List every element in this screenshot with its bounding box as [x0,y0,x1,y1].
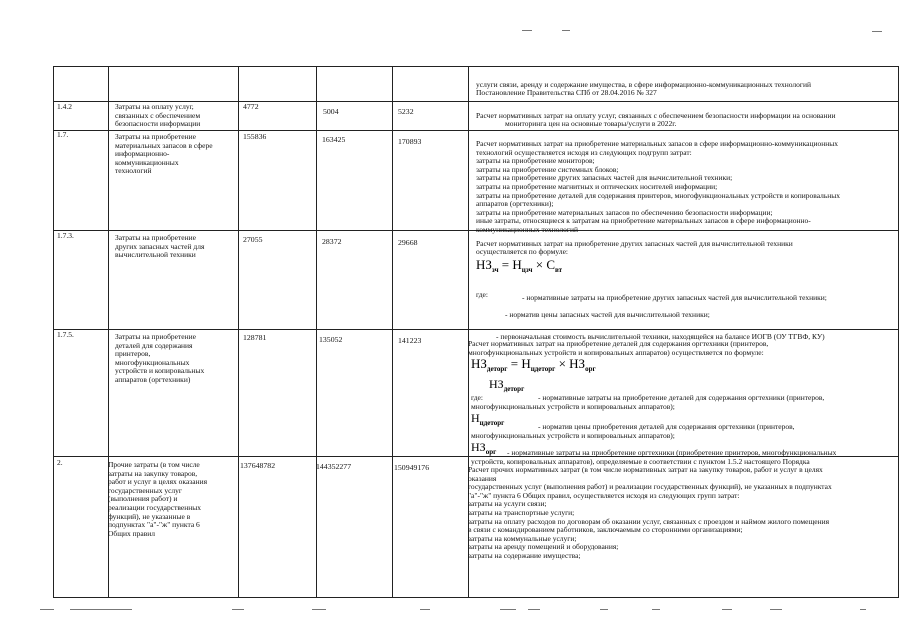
amount-year-3: 29668 [398,239,418,247]
calc-text: Расчет прочих нормативных затрат (в том числе нормативных затрат на закупку товаров, работ и услуг в целях оказания государственных услуг (выполнения работ) и реализации государственных функций), не указанных в подпунктах "а"-"ж" пункта 6 Общих правил, осуществляется исходя из следующих групп затрат: затраты на услуги связи; затраты на транспортные услуги; затраты на оплату расходов по договорам об оказании услуг, связанных с проездом и наймом жилого помещения в связи с командированием работников, заключаемым со сторонними организациями; затраты на коммунальные услуги; затраты на аренду помещений и оборудования; затраты на содержание имущества; [468,466,832,560]
expense-name: Затраты на приобретение материальных запасов в сфере информационно- коммуникационных технологий [115,133,213,176]
scan-artifact [652,609,660,610]
amount-year-1: 128781 [243,334,267,342]
amount-year-1: 155836 [243,133,267,141]
amount-year-2: 5004 [323,108,339,116]
row-divider [53,130,899,131]
scan-artifact [872,31,882,32]
definition: многофункциональных устройств и копировальных аппаратов); [471,403,675,411]
col-divider [392,66,393,598]
calc-line: Расчет нормативных затрат на оплату услуг, связанных с обеспечением безопасности информации на основании [476,112,836,120]
scan-artifact [860,609,866,610]
row-number: 1.7. [57,131,69,139]
expense-name: Затраты на оплату услуг, связанных с обеспечением безопасности информации [115,103,201,129]
calc-text: Расчет нормативных затрат на приобретение материальных запасов в сфере информационно-коммуникационных технологий осуществляется исходя из следующих подгрупп затрат: затраты на приобретение мониторов; затраты на приобретение системных блоков; затраты на приобретение других запасных частей для вычислительной техники; затраты на приобретение магнитных и оптических носителей информации; затраты на приобретение деталей для содержания принтеров, многофункциональных устройств и копировальных аппаратов (оргтехники); затраты на приобретение материальных запасов по обеспечению безопасности информации; иные затраты, относящиеся к затратам на приобретение материальных запасов в сфере информационно- коммуникационных технологий [476,140,841,234]
col-divider [238,66,239,598]
table-border-bottom [53,597,899,598]
formula: $НЗ_{зч} = Н_{цзч} \times С_{вт}$ [476,257,563,274]
expense-name: Затраты на приобретение деталей для содержания принтеров, многофункциональных устройств и копировальных аппаратов (оргтехники) [115,333,205,384]
definition: многофункциональных устройств и копировальных аппаратов); [471,432,675,440]
where-label: где: [476,291,488,299]
amount-year-2: 163425 [322,136,346,144]
definition: - первоначальная стоимость вычислительной техники, находящейся на балансе ИОГВ (ОУ ТГВФ, КУ) [496,333,825,341]
row-divider [53,329,899,330]
calc-line: Постановление Правительства СПб от 28.04.2016 № 327 [476,89,657,97]
calc-line: Расчет нормативных затрат на приобретение деталей для содержания оргтехники (принтеров, [468,340,769,348]
amount-year-2: 144352277 [316,463,352,471]
scan-artifact [562,30,570,31]
calc-line: мониторинга цен на основные товары/услуги в 2022г. [505,120,677,128]
scan-artifact [420,609,430,610]
definition: устройств, копировальных аппаратов), определяемые в соответствии с пунктом 1.5.2 настоящего Порядка [471,458,810,466]
scan-artifact [528,609,540,610]
amount-year-1: 4772 [243,103,259,111]
scan-artifact [770,609,782,610]
symbol: $НЗ_{орг}$ [471,440,497,456]
calc-line: многофункциональных устройств и копировальных аппаратов) осуществляется по формуле: [468,349,764,357]
row-divider [53,101,899,102]
symbol: $Н_{цдеторг}$ [471,411,505,427]
definition: - нормативные затраты на приобретение деталей для содержания оргтехники (принтеров, [538,394,825,402]
table-border-top [53,66,899,67]
calc-line: осуществляется по формуле: [476,248,569,256]
amount-year-3: 150949176 [394,464,430,472]
amount-year-1: 137648782 [240,462,276,470]
scan-artifact [232,609,244,610]
amount-year-3: 141223 [398,337,422,345]
col-divider [53,66,54,598]
row-number: 1.7.3. [57,232,74,240]
definition: - норматив цены приобретения деталей для содержания оргтехники (принтеров, [538,423,795,431]
scan-artifact [312,609,326,610]
amount-year-3: 170893 [398,138,422,146]
amount-year-1: 27055 [243,236,263,244]
scan-artifact [500,609,516,610]
expense-name: Прочие затраты (в том числе затраты на закупку товаров, работ и услуг в целях оказания государственных услуг (выполнения работ) и реализации государственных функций), не указанные в подпунктах "а"-"ж" пункта 6 Общих правил [108,461,208,538]
col-divider [316,66,317,598]
scan-artifact [600,609,608,610]
definition: - нормативные затраты на приобретение оргтехники (приобретение принтеров, многофункциональных [507,449,837,457]
scan-artifact [722,609,732,610]
scan-artifact [522,30,532,31]
scan-artifact [40,609,54,610]
definition: - нормативные затраты на приобретение других запасных частей для вычислительной техники; [522,294,827,302]
expense-name: Затраты на приобретение других запасных частей для вычислительной техники [115,234,205,260]
row-number: 1.7.5. [57,331,74,339]
amount-year-2: 135052 [319,336,343,344]
formula: $НЗ_{деторг} = Н_{цдеторг} \times НЗ_{орг}$ [471,356,596,373]
definition: - норматив цены запасных частей для вычислительной техники; [505,311,710,319]
amount-year-2: 28372 [322,238,342,246]
amount-year-3: 5232 [398,108,414,116]
calc-line: Расчет нормативных затрат на приобретение других запасных частей для вычислительной техники [476,240,793,248]
scan-artifact [70,609,132,610]
calc-line: услуги связи, аренду и содержание имущества, в сфере информационно-коммуникационных технологий [476,81,811,89]
symbol: $НЗ_{деторг}$ [489,377,525,393]
col-divider [898,66,899,598]
where-label: где: [471,394,483,402]
row-number: 2. [57,459,63,467]
row-number: 1.4.2 [57,103,72,111]
